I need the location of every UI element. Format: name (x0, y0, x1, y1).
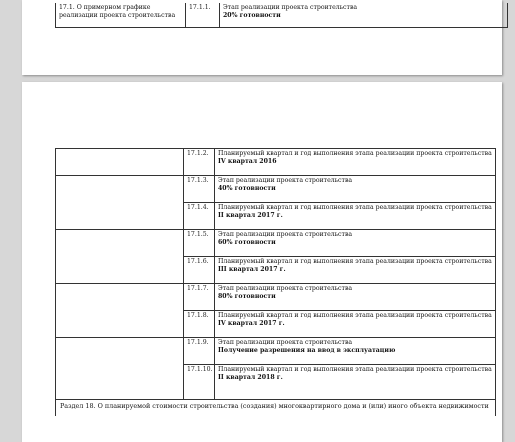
item-value: IV квартал 2017 г. (218, 319, 285, 327)
table-row (56, 3, 508, 28)
item-number: 17.1.3. (184, 176, 215, 203)
table-row (56, 257, 496, 284)
item-number: 17.1.10. (184, 365, 215, 400)
left-cell (56, 203, 184, 230)
table-row (56, 338, 496, 365)
item-text-cell (215, 230, 496, 257)
left-cell (56, 257, 184, 284)
item-value: II квартал 2018 г. (218, 373, 283, 381)
left-cell (56, 311, 184, 338)
item-value: 40% готовности (218, 184, 276, 192)
item-text-cell (215, 176, 496, 203)
left-cell (56, 338, 184, 365)
document-page-1 (22, 0, 502, 75)
table-row (56, 230, 496, 257)
table-row (56, 311, 496, 338)
table-row (56, 149, 496, 176)
item-value: Получение разрешения на ввод в эксплуатацию (218, 346, 396, 354)
item-number: 17.1.5. (184, 230, 215, 257)
item-text: Этап реализации проекта строительства (218, 231, 353, 238)
section-cell: 17.1. О примерном графике реализации проекта строительства (56, 3, 186, 28)
item-number: 17.1.2. (184, 149, 215, 176)
table-row (56, 365, 496, 400)
item-value: IV квартал 2016 (218, 157, 277, 165)
table-row (56, 176, 496, 203)
item-text: Планируемый квартал и год выполнения этапа реализации проекта строительства (218, 258, 492, 265)
item-value: 60% готовности (218, 238, 276, 246)
item-value: III квартал 2017 г. (218, 265, 286, 273)
item-number: 17.1.9. (184, 338, 215, 365)
section-18-heading: Раздел 18. О планируемой стоимости строительства (создания) многоквартирного дома и (или) иного объекта недвижимости (56, 400, 496, 417)
item-text-cell (215, 338, 496, 365)
item-text: Этап реализации проекта строительства (218, 177, 353, 184)
item-value: 20% готовности (223, 11, 281, 19)
item-text-cell (215, 149, 496, 176)
schedule-table-top (55, 3, 508, 28)
item-text: Этап реализации проекта строительства (223, 4, 358, 11)
item-number: 17.1.1. (186, 3, 220, 28)
item-text-cell (215, 365, 496, 400)
item-text-cell (215, 311, 496, 338)
item-text-cell (220, 3, 508, 28)
item-text-cell (215, 257, 496, 284)
schedule-table (55, 148, 496, 416)
left-cell (56, 176, 184, 203)
left-cell (56, 284, 184, 311)
item-number: 17.1.7. (184, 284, 215, 311)
item-text: Планируемый квартал и год выполнения этапа реализации проекта строительства (218, 150, 492, 157)
item-number: 17.1.8. (184, 311, 215, 338)
item-text: Планируемый квартал и год выполнения этапа реализации проекта строительства (218, 312, 492, 319)
left-cell (56, 365, 184, 400)
document-page-2 (22, 82, 502, 442)
item-text: Планируемый квартал и год выполнения этапа реализации проекта строительства (218, 366, 492, 373)
item-number: 17.1.4. (184, 203, 215, 230)
left-cell (56, 149, 184, 176)
left-cell (56, 230, 184, 257)
item-text-cell (215, 203, 496, 230)
table-footer-row (56, 400, 496, 417)
table-row (56, 284, 496, 311)
item-text: Этап реализации проекта строительства (218, 285, 353, 292)
item-number: 17.1.6. (184, 257, 215, 284)
item-text: Планируемый квартал и год выполнения этапа реализации проекта строительства (218, 204, 492, 211)
item-text: Этап реализации проекта строительства (218, 339, 353, 346)
item-value: II квартал 2017 г. (218, 211, 283, 219)
table-row (56, 203, 496, 230)
item-value: 80% готовности (218, 292, 276, 300)
item-text-cell (215, 284, 496, 311)
